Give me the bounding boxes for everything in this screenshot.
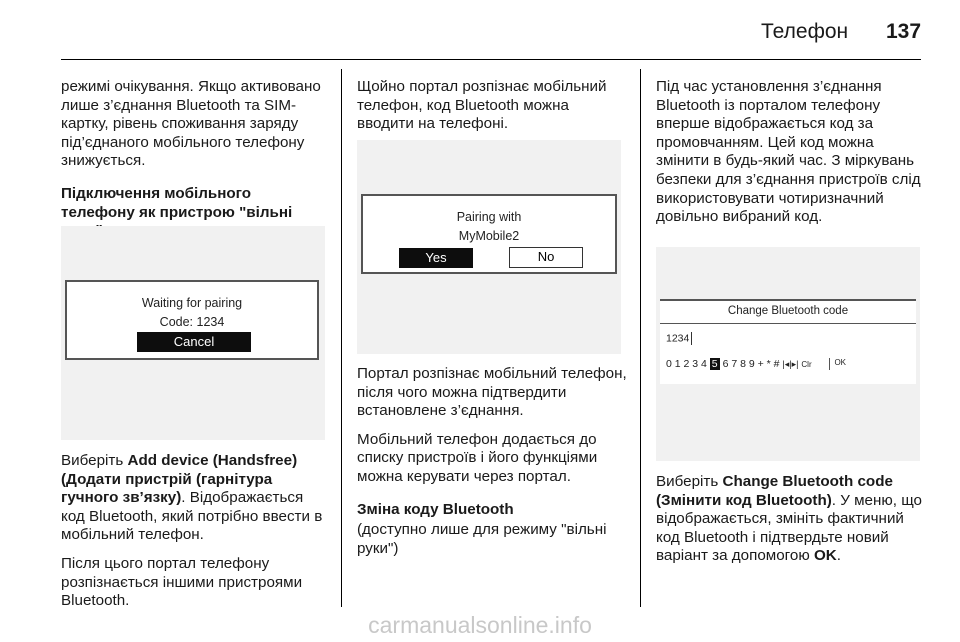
code-entry-area [660, 324, 916, 384]
column-1-lower [61, 452, 327, 621]
column-3-lower [656, 473, 924, 576]
column-2-lower [357, 365, 627, 568]
col2-paragraph-2: Портал розпізнає мобільний телефон, після чого можна підтвердити встановлене з’єднання. [357, 365, 627, 420]
col1-heading: Підключення мобільного телефону як пристрою "вільні [61, 184, 293, 221]
ok-key[interactable]: OK [834, 358, 847, 367]
col2-heading: Зміна коду Bluetooth [357, 500, 514, 518]
pairing-confirm-dialog [361, 194, 617, 274]
text-cursor [691, 332, 692, 345]
cancel-button[interactable]: Cancel [137, 332, 251, 352]
header-rule [61, 59, 921, 60]
page-title: Телефон [761, 20, 849, 43]
col3-paragraph-1: Під час установлення з’єднання Bluetooth із порталом телефону вперше відображається код за промовчанням. Цей код можна змінити в будь-який час. З міркувань безпеки для з’єднання пристроїв слід використовувати чотиризначний довільно вибраний код. [656, 78, 921, 226]
keypad-key-selected[interactable]: 5 [711, 358, 718, 370]
col2-paragraph-4: (доступно лише для режиму "вільні руки") [357, 521, 607, 557]
code-title-bar [660, 301, 916, 323]
pairing-wait-dialog [65, 280, 319, 360]
pairing-code-text: Code: 1234 [159, 315, 225, 329]
pairing-confirm-screen [357, 140, 621, 354]
pairing-wait-screen [61, 226, 325, 440]
device-name-text: MyMobile2 [458, 229, 520, 243]
code-input[interactable] [666, 332, 692, 345]
yes-button[interactable]: Yes [399, 248, 473, 268]
no-button[interactable]: No [509, 247, 583, 268]
arrow-left-right-icon[interactable]: |◂|▸| [782, 359, 799, 369]
col1-paragraph-2: Виберіть Add device (Handsfree) (Додати пристрій (гарнітура гучного зв’язку). Відображається код Bluetooth, який потрібно ввести в мобільний телефон. [61, 452, 323, 544]
clear-key[interactable]: Clr [801, 360, 812, 369]
column-2 [357, 78, 627, 144]
col2-paragraph-1: Щойно портал розпізнає мобільний телефон, код Bluetooth можна вводити на телефоні. [357, 78, 607, 133]
column-3 [656, 78, 924, 237]
col1-paragraph-1: режимі очікування. Якщо активовано лише з’єднання Bluetooth та SIM-картку, рівень споживання заряду під’єднаного мобільного телефону знижується. [61, 78, 321, 170]
column-divider-2 [640, 69, 641, 607]
keypad-row [666, 358, 846, 370]
keypad-keys-2[interactable]: 6 7 8 9 + * # [722, 358, 780, 370]
col3-paragraph-2: Виберіть Change Bluetooth code (Змінити код Bluetooth). У меню, що відображається, змініть фактичний код Bluetooth і підтвердьте новий варіант за допомогою OK. [656, 473, 922, 565]
code-value: 1234 [666, 332, 690, 345]
ok-separator [829, 358, 830, 370]
change-code-screen [656, 247, 920, 461]
pairing-with-text: Pairing with [456, 210, 522, 224]
change-code-title: Change Bluetooth code [727, 305, 849, 317]
col2-paragraph-3: Мобільний телефон додається до списку пристроїв і його функціями можна керувати через портал. [357, 430, 598, 485]
page-header [0, 0, 960, 60]
waiting-text: Waiting for pairing [141, 296, 243, 310]
page-number: 137 [886, 20, 922, 43]
col1-paragraph-3: Після цього портал телефону розпізнається іншими пристроями Bluetooth. [61, 554, 303, 610]
keypad-keys[interactable]: 0 1 2 3 4 [666, 358, 707, 370]
column-divider-1 [341, 69, 342, 607]
column-1 [61, 78, 327, 251]
watermark: carmanualsonline.info [368, 612, 592, 638]
